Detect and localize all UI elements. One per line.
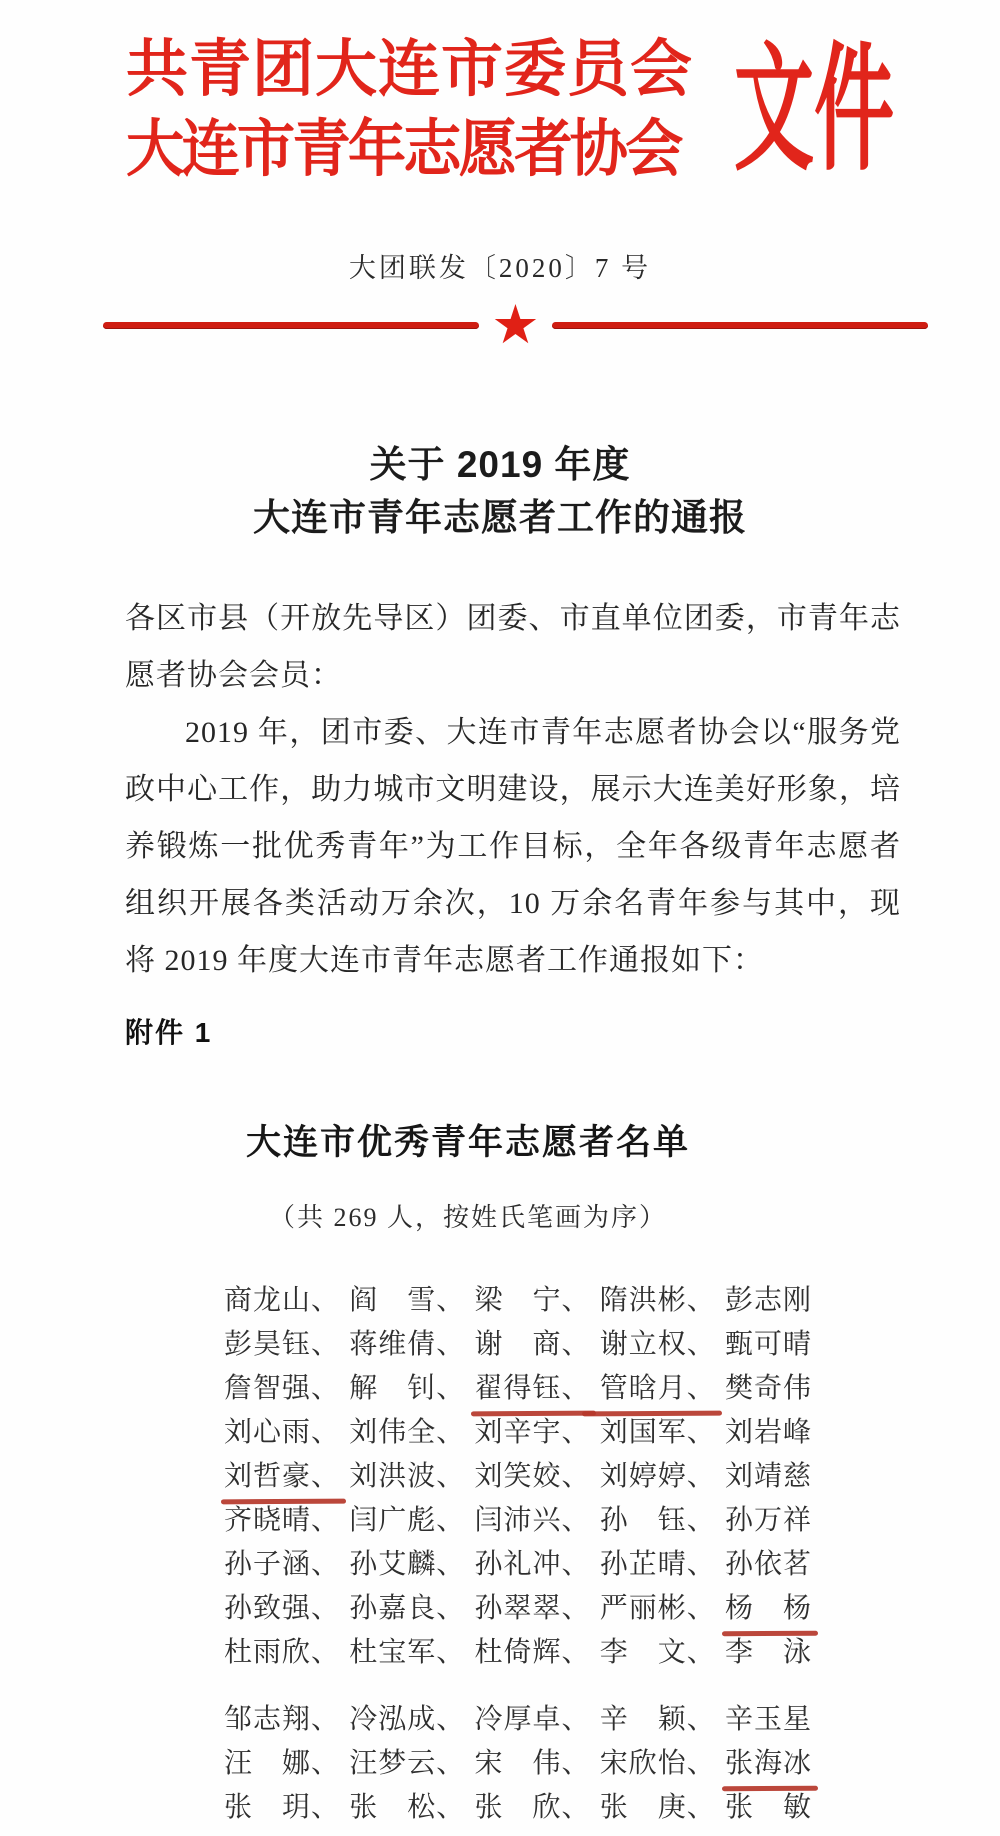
roster-name: 冷泓成、	[349, 1704, 466, 1735]
roster-name: 刘靖慈	[724, 1461, 812, 1492]
roster-name: 辛玉星	[724, 1704, 812, 1735]
roster-name: 张 敏	[724, 1792, 812, 1823]
roster-name: 张 欣、	[474, 1792, 591, 1823]
roster-name: 张 松、	[349, 1792, 466, 1823]
roster-row	[224, 1498, 812, 1542]
attachment-label: 附件 1	[125, 1017, 213, 1048]
roster-name: 孙艾麟、	[349, 1549, 466, 1580]
roster-name: 齐晓晴、	[224, 1505, 341, 1536]
roster-subtitle: （共 269 人，按姓氏笔画为序）	[268, 1203, 667, 1232]
doc-title-line-1: 关于 2019 年度	[369, 444, 631, 485]
roster-name: 孙万祥	[724, 1505, 812, 1536]
roster-name: 刘笑姣、	[474, 1461, 591, 1492]
roster-name: 刘辛宇、	[474, 1417, 591, 1448]
roster-name: 汪 娜、	[224, 1748, 341, 1779]
org-name-line-1: 共青团大连市委员会	[126, 35, 694, 104]
roster-name: 李 文、	[599, 1637, 716, 1668]
letterhead	[126, 30, 1000, 190]
divider-line-right	[552, 322, 928, 329]
roster-name: 杜宝军、	[349, 1637, 466, 1668]
roster-title: 大连市优秀青年志愿者名单	[245, 1123, 690, 1162]
roster-name: 宋 伟、	[474, 1748, 591, 1779]
roster-name: 梁 宁、	[474, 1285, 591, 1316]
roster-name: 刘岩峰	[724, 1417, 812, 1448]
roster-name: 冷厚卓、	[474, 1704, 591, 1735]
roster-name: 严丽彬、	[599, 1593, 716, 1624]
roster-name-underlined: 张海冰	[725, 1741, 812, 1785]
red-divider	[103, 293, 928, 356]
roster-name: 闫广彪、	[349, 1505, 466, 1536]
roster-row	[224, 1586, 812, 1630]
roster-name: 邹志翔、	[224, 1704, 341, 1735]
roster-name-underlined: 翟得钰、	[474, 1366, 590, 1410]
roster-name: 刘伟全、	[349, 1417, 466, 1448]
roster-row	[224, 1410, 812, 1454]
roster-name: 商龙山、	[224, 1285, 341, 1316]
doc-type-label: 文件	[734, 33, 895, 187]
roster-name: 孙子涵、	[224, 1549, 341, 1580]
roster-name: 隋洪彬、	[599, 1285, 716, 1316]
roster-name: 辛 颖、	[599, 1704, 716, 1735]
roster-name: 谢 商、	[474, 1329, 591, 1360]
roster-name: 谢立权、	[599, 1329, 716, 1360]
roster-name: 解 钊、	[349, 1373, 466, 1404]
roster-name: 孙芷晴、	[599, 1549, 716, 1580]
roster-name: 甄可晴	[724, 1329, 812, 1360]
roster-name: 李 泳	[724, 1637, 812, 1668]
roster-name: 孙 钰、	[599, 1505, 716, 1536]
body-paragraph: 2019 年，团市委、大连市青年志愿者协会以“服务党政中心工作，助力城市文明建设，展示大连美好形象，培养锻炼一批优秀青年”为工作目标，全年各级青年志愿者组织开展各类活动万余次，10 万余名青年参与其中，现将 2019 年度大连市青年志愿者工作通报如下：	[125, 716, 901, 977]
roster-list	[224, 1278, 812, 1829]
roster-name: 孙依茗	[724, 1549, 812, 1580]
roster-name: 张 玥、	[224, 1792, 341, 1823]
roster-name: 孙嘉良、	[349, 1593, 466, 1624]
roster-name: 宋欣怡、	[599, 1748, 716, 1779]
issuing-orgs	[126, 30, 716, 190]
roster-name: 汪梦云、	[349, 1748, 466, 1779]
roster-row	[224, 1366, 812, 1410]
roster-row	[224, 1741, 812, 1785]
roster-name: 彭志刚	[724, 1285, 812, 1316]
roster-name: 孙致强、	[224, 1593, 341, 1624]
body-block	[125, 590, 901, 1829]
roster-row	[224, 1630, 812, 1674]
salutation-paragraph: 各区市县（开放先导区）团委、市直单位团委，市青年志愿者协会会员：	[125, 602, 901, 692]
roster-name: 阎 雪、	[349, 1285, 466, 1316]
roster-name: 詹智强、	[224, 1373, 341, 1404]
roster-name: 孙礼冲、	[474, 1549, 591, 1580]
roster-name: 樊奇伟	[724, 1373, 812, 1404]
roster-name: 彭昊钰、	[224, 1329, 341, 1360]
roster-name: 刘洪波、	[349, 1461, 466, 1492]
roster-name: 孙翠翠、	[474, 1593, 591, 1624]
roster-row	[224, 1785, 812, 1829]
roster-row	[224, 1322, 812, 1366]
doc-title	[0, 438, 1000, 544]
roster-name: 闫沛兴、	[474, 1505, 591, 1536]
org-name-line-2: 大连市青年志愿者协会	[126, 115, 681, 184]
roster-name: 刘国军、	[599, 1417, 716, 1448]
roster-name-underlined: 杨 杨	[725, 1586, 812, 1630]
roster-name: 刘心雨、	[224, 1417, 341, 1448]
roster-row	[224, 1542, 812, 1586]
doc-title-line-2: 大连市青年志愿者工作的通报	[253, 497, 747, 538]
doc-number: 大团联发〔2020〕7 号	[348, 253, 652, 283]
star-icon: ★	[491, 293, 540, 356]
roster-row	[224, 1454, 812, 1498]
roster-name-underlined: 管晗月、	[600, 1366, 716, 1410]
divider-line-left	[103, 322, 479, 329]
roster-row	[224, 1697, 812, 1741]
roster-name-underlined: 刘哲豪、	[224, 1454, 340, 1498]
roster-row	[224, 1278, 812, 1322]
roster-name: 杜倚辉、	[474, 1637, 591, 1668]
roster-name: 刘婷婷、	[599, 1461, 716, 1492]
roster-name: 蒋维倩、	[349, 1329, 466, 1360]
roster-name: 张 庚、	[599, 1792, 716, 1823]
roster-name: 杜雨欣、	[224, 1637, 341, 1668]
